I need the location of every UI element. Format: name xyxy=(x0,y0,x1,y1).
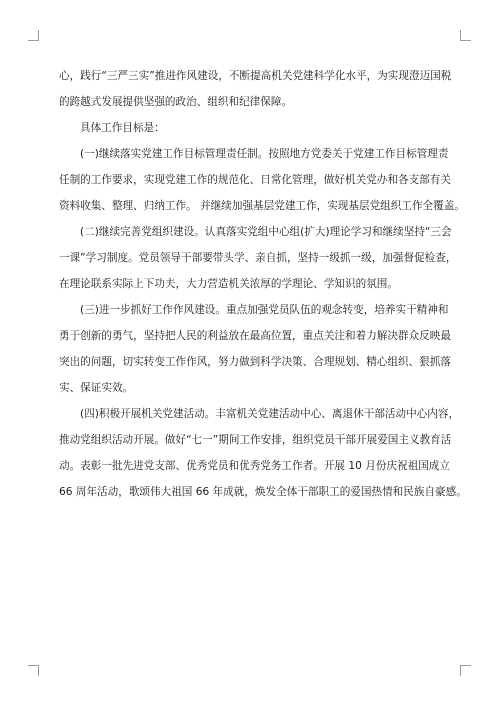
crop-mark-top-right xyxy=(460,30,471,41)
paragraph-item-3 xyxy=(59,297,451,401)
document-body xyxy=(59,63,467,505)
text-line: 任制的工作要求，实现党建工作的规范化、日常化管理，做好机关党办和各支部有关 xyxy=(59,174,451,186)
paragraph-continuation xyxy=(59,63,452,115)
crop-mark-bottom-right xyxy=(460,665,471,676)
text-line: 资料收集、整理、归纳工作。 并继续加强基层党建工作，实现基层党组织工作全覆盖。 xyxy=(59,200,465,212)
text-line: 勇于创新的勇气，坚持把人民的利益放在最高位置，重点关注和着力解决群众反映最 xyxy=(59,330,451,342)
text-line: 推动党组织活动开展。做好“七一”期间工作安排，组织党员干部开展爱国主义教育活 xyxy=(59,434,452,446)
paragraph-item-4 xyxy=(59,401,467,505)
text-line: (三)进一步抓好工作作风建设。重点加强党员队伍的观念转变，培养实干精神和 xyxy=(80,304,449,316)
crop-mark-top-left xyxy=(28,30,39,41)
text-line: 一课”学习制度。党员领导干部要带头学、亲自抓，坚持一级抓一级，加强督促检查， xyxy=(59,252,457,264)
text-line: 突出的问题，切实转变工作作风，努力做到科学决策、合理规划、精心组织、狠抓落 xyxy=(59,356,451,368)
text-line: 在理论联系实际上下功夫，大力营造机关浓厚的学理论、学知识的氛围。 xyxy=(59,278,398,290)
paragraph-item-2 xyxy=(59,219,457,297)
text-line: 心，践行“三严三实”推进作风建设，不断提高机关党建科学化水平，为实现澄迈国税 xyxy=(59,70,452,82)
text-line: 动。表彰一批先进党支部、优秀党员和优秀党务工作者。开展 10 月份庆祝祖国成立 xyxy=(59,460,450,472)
text-line: 的跨越式发展提供坚强的政治、组织和纪律保障。 xyxy=(59,96,293,108)
text-line: (四)积极开展机关党建活动。丰富机关党建活动中心、离退休干部活动中心内容， xyxy=(80,408,460,420)
text-line: (一)继续落实党建工作目标管理责任制。按照地方党委关于党建工作目标管理责 xyxy=(80,148,449,160)
paragraph-goals-intro xyxy=(59,115,443,141)
text-line: 具体工作目标是： xyxy=(80,122,165,134)
paragraph-item-1 xyxy=(59,141,465,219)
text-line: 实、保证实效。 xyxy=(59,382,134,394)
crop-mark-bottom-left xyxy=(28,665,39,676)
text-line: 66 周年活动，歌颂伟大祖国 66 年成就，焕发全体干部职工的爱国热情和民族自豪感。 xyxy=(59,486,467,498)
text-line: (二)继续完善党组织建设。认真落实党组中心组(扩大)理论学习和继续坚持“三会 xyxy=(80,226,452,238)
